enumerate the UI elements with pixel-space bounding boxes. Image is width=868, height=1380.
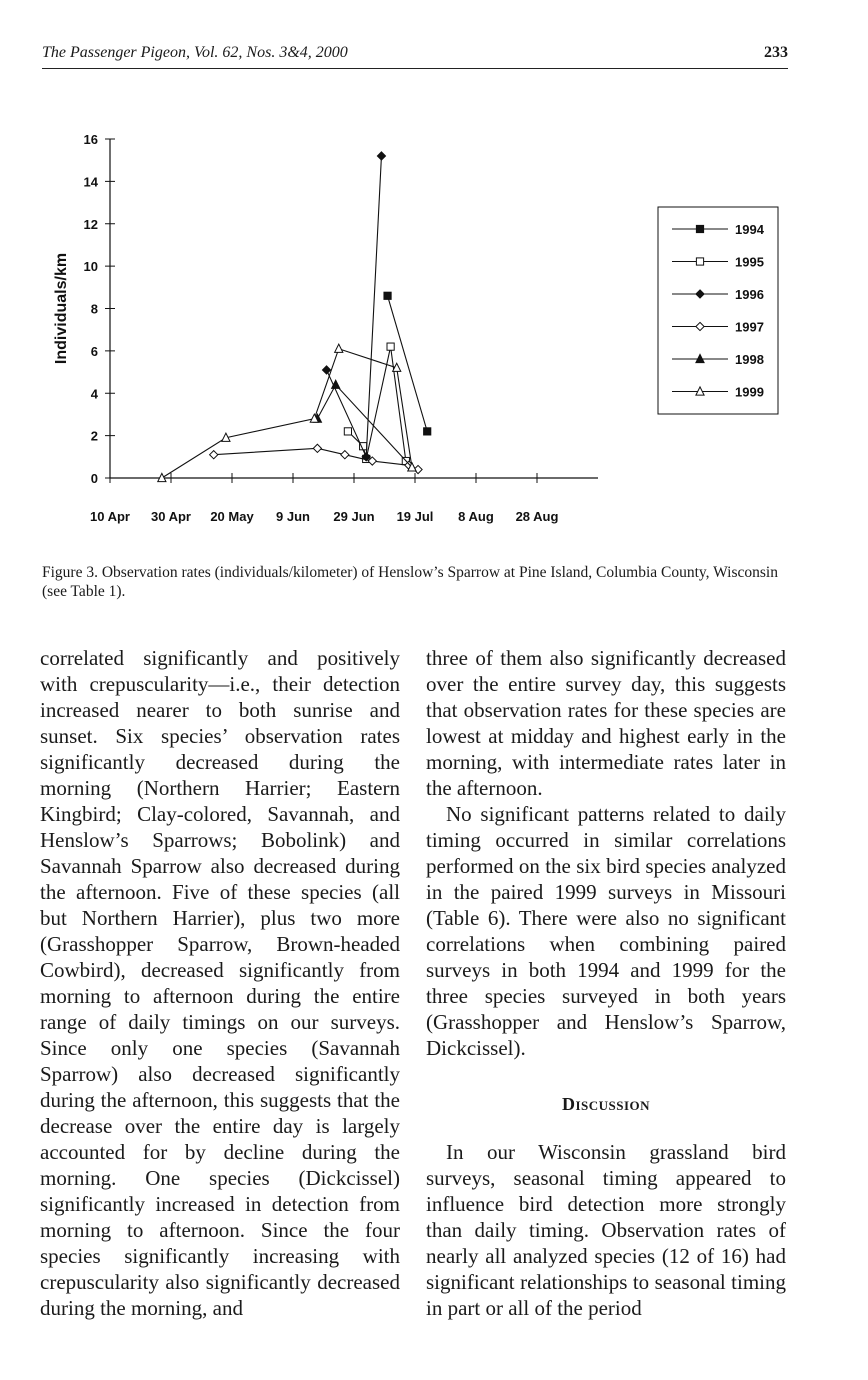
x-tick-label: 8 Aug: [458, 509, 494, 524]
y-tick-label: 10: [83, 259, 98, 275]
legend-label-1995: 1995: [735, 254, 764, 270]
journal-title: The Passenger Pigeon, Vol. 62, Nos. 3&4, 2000: [42, 44, 348, 61]
page-number: 233: [764, 44, 788, 61]
y-axis-label: Individuals/km: [53, 252, 70, 365]
right-paragraph-3: In our Wisconsin grassland bird surveys, seasonal timing appeared to influence bird detection more strongly than daily timing. Observation rates of nearly all analyzed species (12 of 16) had significant relationships to seasonal timing in part or all of the period: [426, 1140, 786, 1320]
x-tick-label: 9 Jun: [276, 509, 310, 524]
y-tick-label: 8: [90, 301, 98, 317]
legend-label-1999: 1999: [735, 384, 764, 400]
y-tick-label: 6: [90, 343, 98, 359]
y-tick-label: 0: [90, 471, 98, 486]
observation-rate-chart: [0, 100, 868, 540]
left-column: [40, 645, 400, 1321]
x-tick-label: 28 Aug: [515, 509, 559, 524]
legend-box: [658, 207, 778, 414]
legend-label-1996: 1996: [735, 287, 764, 302]
y-tick-label: 12: [83, 216, 98, 232]
discussion-heading: Discussion: [561, 1094, 651, 1114]
data-point-1995: [344, 428, 351, 435]
y-tick-label: 2: [90, 428, 98, 444]
y-tick-label: 14: [83, 174, 98, 190]
x-tick-label: 29 Jun: [333, 509, 375, 524]
legend-marker-1995: [696, 258, 703, 265]
x-tick-label: 19 Jul: [396, 509, 434, 524]
series-line-1996: [327, 156, 382, 457]
right-paragraph-2: No significant patterns related to daily timing occurred in similar correlations performed on the six bird species analyzed in the paired 1999 surveys in Missouri (Table 6). There were also no significant correlations when combining paired surveys in both 1994 and 1999 for the three species surveyed in both years (Grasshopper and Henslow’s Sparrow, Dickcissel).: [426, 802, 786, 1060]
data-point-1999: [335, 344, 343, 352]
data-point-1997: [313, 444, 321, 452]
legend-marker-1994: [696, 225, 703, 232]
data-point-1997: [210, 451, 218, 459]
legend-label-1998: 1998: [735, 352, 764, 367]
left-paragraph: correlated significantly and positively with crepuscularity—i.e., their detection increased nearer to both sunrise and sunset. Six species’ observation rates significantly decreased during the morning (Northern Harrier; Eastern Kingbird; Clay-colored, Savannah, and Henslow’s Sparrows; Bobolink) and Savannah Sparrow also decreased during the afternoon. Five of these species (all but Northern Harrier), plus two more (Grasshopper Sparrow, Brown-headed Cowbird), decreased significantly from morning to afternoon during the entire range of daily timings on our surveys. Since only one species (Savannah Sparrow) also decreased significantly during the afternoon, this suggests that the decrease over the entire day is largely accounted for by decline during the morning. One species (Dickcissel) significantly increased in detection from morning to afternoon. Since the four species significantly increasing with crepuscularity also significantly decreased during the morning, and: [40, 646, 400, 1320]
data-point-1996: [322, 366, 330, 374]
figure-caption: Figure 3. Observation rates (individuals/kilometer) of Henslow’s Sparrow at Pine Island, Columbia County, Wisconsin (see Table 1).: [42, 564, 778, 600]
legend-label-1994: 1994: [735, 222, 764, 237]
y-tick-label: 4: [90, 386, 98, 402]
x-tick-label: 20 May: [210, 509, 254, 524]
data-point-1996: [377, 152, 385, 160]
series-line-1994: [388, 296, 428, 432]
legend-label-1997: 1997: [735, 319, 764, 335]
y-tick-label: 16: [83, 132, 98, 147]
right-paragraph-1: three of them also significantly decreased over the entire survey day, this suggests that observation rates for these species are lowest at midday and highest early in the morning, with intermediate rates later in the afternoon.: [426, 646, 786, 800]
right-column: [426, 645, 786, 1321]
data-point-1997: [341, 451, 349, 459]
running-header: [42, 44, 788, 69]
x-tick-label: 10 Apr: [90, 509, 130, 524]
data-point-1994: [424, 428, 431, 435]
data-point-1994: [384, 292, 391, 299]
data-point-1995: [387, 343, 394, 350]
x-tick-label: 30 Apr: [151, 509, 191, 524]
